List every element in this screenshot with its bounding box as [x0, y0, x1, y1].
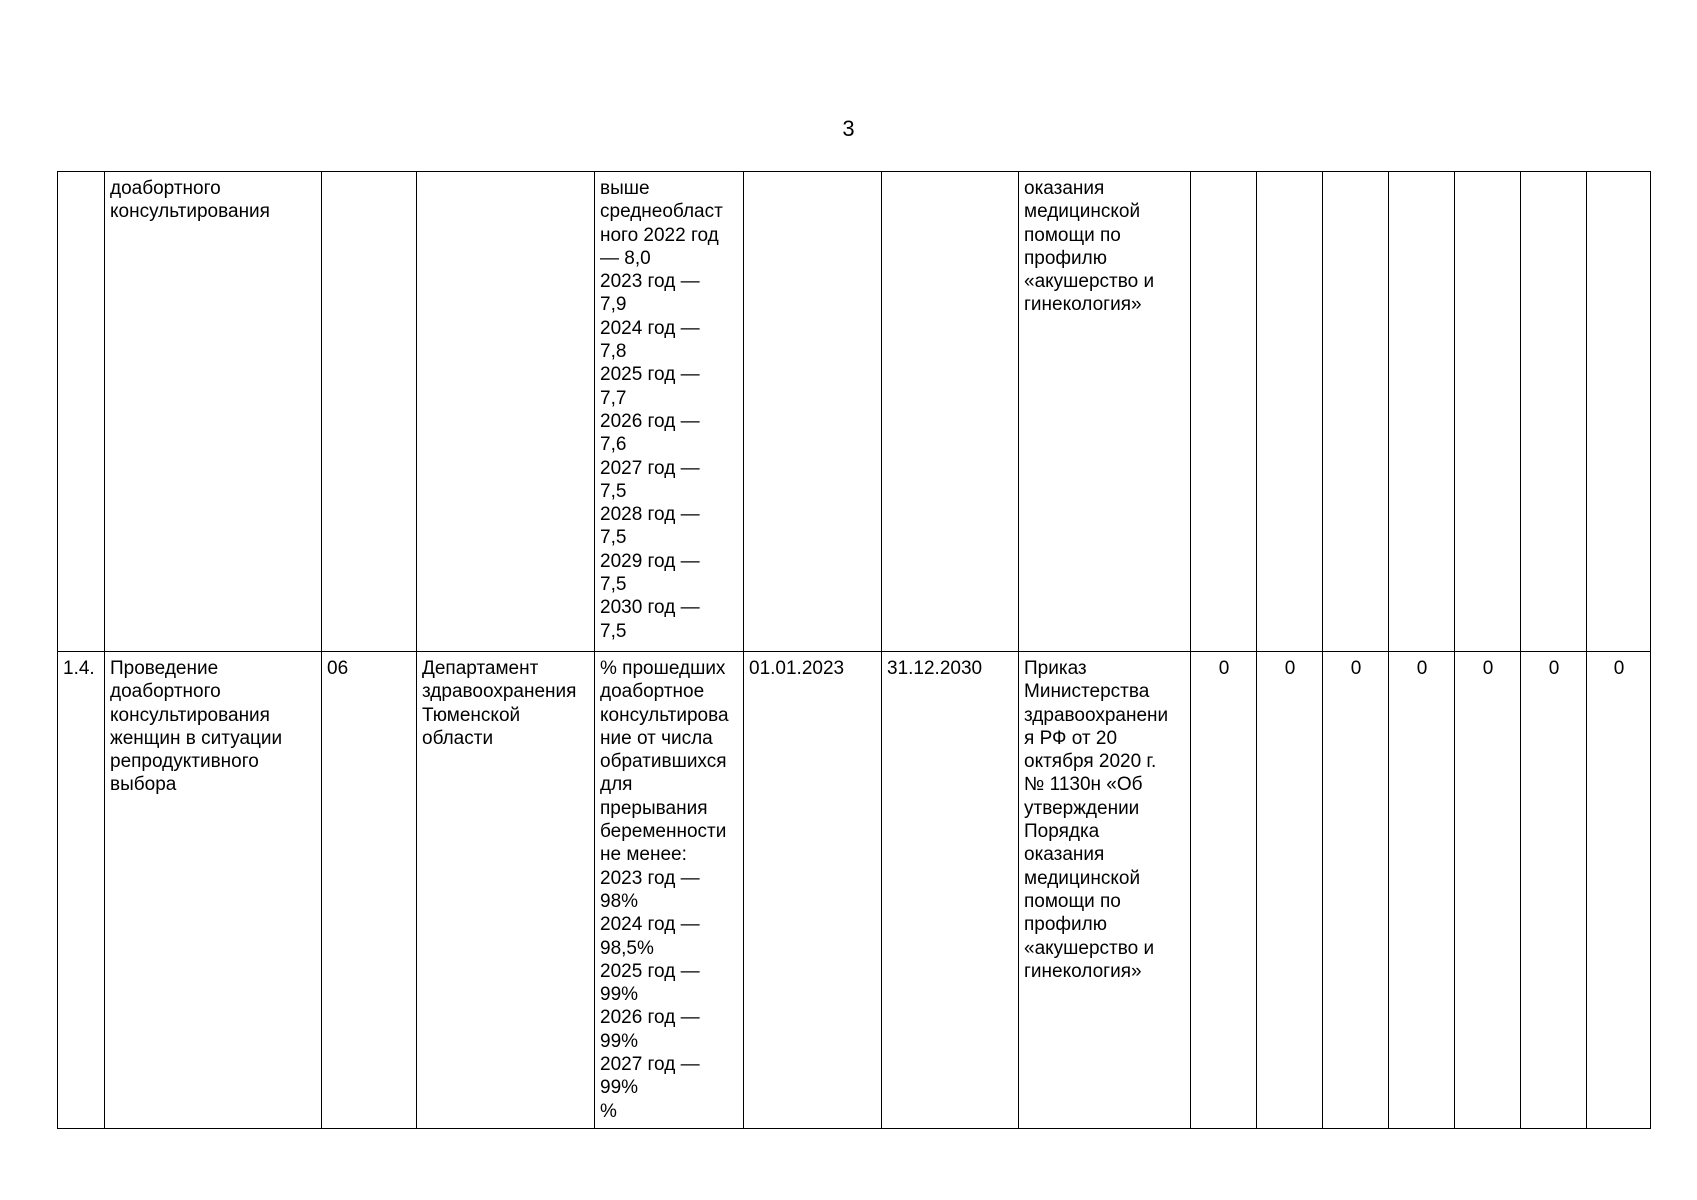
cell-indicator-line: 2027 год — — [600, 1054, 700, 1076]
cell-measure-name — [105, 172, 322, 652]
cell-end-date: 31.12.2030 — [882, 652, 1019, 1129]
cell-legal-basis-line: я РФ от 20 — [1024, 727, 1118, 749]
cell-legal-basis-line: профилю — [1024, 914, 1108, 936]
cell-measure-name-line: доабортного — [110, 681, 221, 703]
cell-legal-basis-line: «акушерство и — [1024, 937, 1155, 959]
cell-executor-line: Департамент — [422, 658, 539, 679]
cell-legal-basis-line: гинекология» — [1024, 960, 1142, 982]
cell-indicator-line: 2025 год — — [600, 960, 700, 982]
cell-indicator-line: 2027 год — — [600, 457, 700, 479]
cell-measure-name-line: выбора — [110, 774, 177, 796]
cell-legal-basis — [1019, 172, 1191, 652]
cell-indicator-line: 2024 год — — [600, 914, 700, 936]
cell-code — [322, 172, 417, 652]
cell-indicator-line: ние от числа — [600, 727, 713, 749]
cell-measure-name-line: доабортного — [110, 178, 221, 199]
cell-number: 1.4. — [58, 652, 105, 1129]
cell-funding-value — [1257, 172, 1323, 652]
cell-funding-value — [1191, 172, 1257, 652]
cell-indicator-line: доабортное — [600, 681, 705, 703]
cell-funding-value: 0 — [1191, 652, 1257, 1129]
cell-indicator-line: — 8,0 — [600, 247, 651, 269]
cell-legal-basis-line: помощи по — [1024, 890, 1121, 912]
cell-indicator-line: 99% — [600, 1077, 639, 1099]
cell-indicator-line: 7,5 — [600, 480, 627, 502]
cell-funding-value — [1389, 172, 1455, 652]
cell-indicator-line: 99% — [600, 984, 639, 1006]
cell-funding-value: 0 — [1389, 652, 1455, 1129]
cell-indicator-line: 2028 год — — [600, 504, 700, 526]
cell-indicator-line: 7,5 — [600, 527, 627, 549]
cell-indicator-line: выше — [600, 178, 650, 199]
cell-legal-basis-line: здравоохранени — [1024, 704, 1169, 726]
cell-executor — [417, 652, 595, 1129]
cell-funding-value: 0 — [1323, 652, 1389, 1129]
cell-executor-line: области — [422, 727, 494, 749]
cell-legal-basis-line: медицинской — [1024, 867, 1141, 889]
cell-indicator-line: 2025 год — — [600, 364, 700, 386]
cell-indicator-line: не менее: — [600, 844, 687, 866]
cell-legal-basis-line: Министерства — [1024, 681, 1150, 703]
cell-indicator-line: % — [600, 1100, 617, 1122]
cell-end-date — [882, 172, 1019, 652]
cell-measure-name — [105, 652, 322, 1129]
cell-funding-value: 0 — [1587, 652, 1651, 1129]
cell-executor-line: здравоохранения — [422, 681, 577, 703]
cell-legal-basis-line: утверждении — [1024, 797, 1140, 819]
cell-indicator-line: 7,5 — [600, 620, 627, 642]
page-number: 3 — [842, 116, 855, 141]
cell-legal-basis-line: Приказ — [1024, 658, 1087, 679]
cell-indicator-line: 99% — [600, 1030, 639, 1052]
cell-legal-basis-line: Порядка — [1024, 821, 1100, 843]
cell-legal-basis-line: октября 2020 г. — [1024, 751, 1157, 773]
cell-indicator-line: прерывания — [600, 797, 708, 819]
cell-funding-value — [1455, 172, 1521, 652]
cell-indicator-line: 7,7 — [600, 387, 627, 409]
cell-funding-value: 0 — [1257, 652, 1323, 1129]
cell-indicator-line: % прошедших — [600, 658, 726, 679]
cell-start-date: 01.01.2023 — [744, 652, 882, 1129]
table-row — [58, 172, 1651, 652]
cell-indicator-line: 98,5% — [600, 937, 654, 959]
cell-legal-basis-line: № 1130н «Об — [1024, 774, 1143, 796]
table-row — [58, 652, 1651, 1129]
cell-indicator-line: консультирова — [600, 704, 729, 726]
cell-indicator-line: среднеобласт — [600, 201, 723, 223]
cell-indicator-line: 2029 год — — [600, 550, 700, 572]
cell-funding-value — [1323, 172, 1389, 652]
cell-measure-name-line: Проведение — [110, 658, 219, 679]
cell-funding-value: 0 — [1521, 652, 1587, 1129]
cell-executor-line: Тюменской — [422, 704, 521, 726]
measures-table — [57, 171, 1651, 1129]
cell-indicator-line: обратившихся — [600, 751, 727, 773]
cell-indicator-line: ного 2022 год — [600, 224, 719, 246]
cell-start-date — [744, 172, 882, 652]
cell-indicator — [595, 652, 744, 1129]
cell-legal-basis-line: «акушерство и — [1024, 271, 1155, 293]
cell-legal-basis-line: помощи по — [1024, 224, 1121, 246]
cell-indicator-line: 7,8 — [600, 341, 627, 363]
cell-funding-value — [1587, 172, 1651, 652]
cell-indicator-line: для — [600, 774, 633, 796]
cell-indicator-line: 98% — [600, 890, 639, 912]
cell-legal-basis — [1019, 652, 1191, 1129]
cell-legal-basis-line: оказания — [1024, 844, 1105, 866]
cell-indicator-line: 2023 год — — [600, 271, 700, 293]
cell-indicator-line: 7,9 — [600, 294, 627, 316]
cell-indicator-line: 2024 год — — [600, 317, 700, 339]
cell-legal-basis-line: гинекология» — [1024, 294, 1142, 316]
cell-funding-value — [1521, 172, 1587, 652]
cell-indicator-line: 7,6 — [600, 434, 627, 456]
cell-legal-basis-line: профилю — [1024, 247, 1108, 269]
cell-indicator-line: беременности — [600, 821, 727, 843]
cell-indicator-line: 2026 год — — [600, 410, 700, 432]
cell-indicator-line: 2030 год — — [600, 597, 700, 619]
cell-funding-value: 0 — [1455, 652, 1521, 1129]
cell-indicator — [595, 172, 744, 652]
cell-measure-name-line: женщин в ситуации — [110, 727, 283, 749]
cell-indicator-line: 2023 год — — [600, 867, 700, 889]
cell-executor — [417, 172, 595, 652]
cell-legal-basis-line: медицинской — [1024, 201, 1141, 223]
cell-measure-name-line: консультирования — [110, 201, 270, 223]
cell-measure-name-line: репродуктивного — [110, 751, 259, 773]
cell-legal-basis-line: оказания — [1024, 178, 1105, 199]
cell-code: 06 — [322, 652, 417, 1129]
cell-indicator-line: 2026 год — — [600, 1007, 700, 1029]
cell-number — [58, 172, 105, 652]
cell-indicator-line: 7,5 — [600, 574, 627, 596]
cell-measure-name-line: консультирования — [110, 704, 270, 726]
